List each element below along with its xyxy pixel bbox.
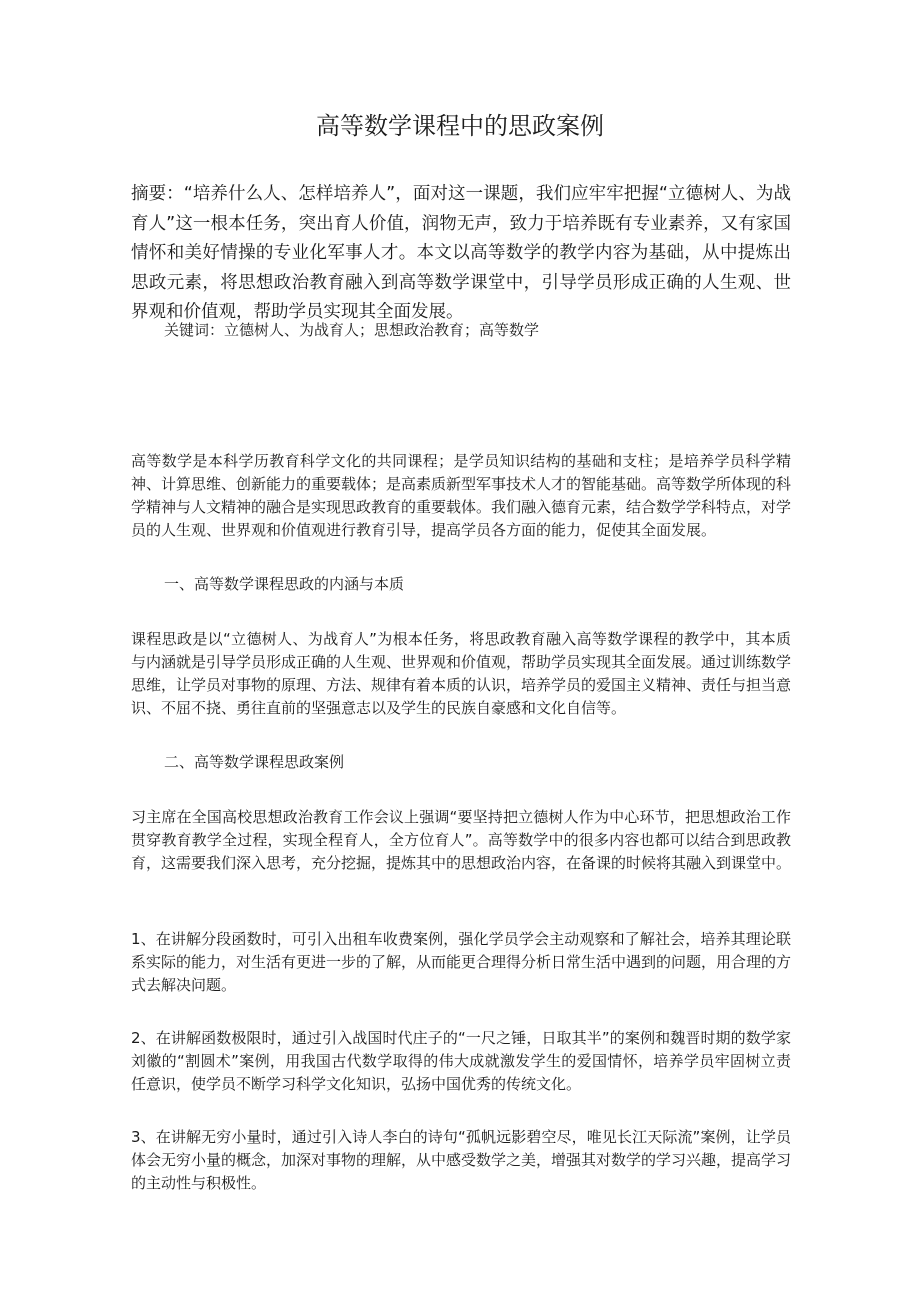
- case-item-3: 3、在讲解无穷小量时，通过引入诗人李白的诗句“孤帆远影碧空尽，唯见长江天际流”案例，让学员体会无穷小量的概念，加深对事物的理解，从中感受数学之美，增强其对数学的学习兴趣，提高学习的主动性与积极性。: [131, 1128, 792, 1192]
- section-heading-2: 二、高等数学课程思政案例: [164, 753, 345, 771]
- intro-paragraph: 高等数学是本科学历教育科学文化的共同课程；是学员知识结构的基础和支柱；是培养学员科学精神、计算思维、创新能力的重要载体；是高素质新型军事技术人才的智能基础。高等数学所体现的科学精神与人文精神的融合是实现思政教育的重要载体。我们融入德育元素，结合数学学科特点，对学员的人生观、世界观和价值观进行教育引导，提高学员各方面的能力，促使其全面发展。: [131, 452, 792, 539]
- case-item-1: 1、在讲解分段函数时，可引入出租车收费案例，强化学员学会主动观察和了解社会，培养其理论联系实际的能力，对生活有更进一步的了解，从而能更合理得分析日常生活中遇到的问题，用合理的方式去解决问题。: [131, 930, 792, 994]
- section-heading-1: 一、高等数学课程思政的内涵与本质: [164, 575, 405, 593]
- keywords-line: 关键词：立德树人、为战育人；思想政治教育；高等数学: [164, 321, 540, 339]
- abstract-paragraph: 摘要：“培养什么人、怎样培养人”，面对这一课题，我们应牢牢把握“立德树人、为战育人”这一根本任务，突出育人价值，润物无声，致力于培养既有专业素养，又有家国情怀和美好情操的专业化军事人才。本文以高等数学的教学内容为基础，从中提炼出思政元素，将思想政治教育融入到高等数学课堂中，引导学员形成正确的人生观、世界观和价值观，帮助学员实现其全面发展。: [131, 184, 791, 322]
- case-item-2: 2、在讲解函数极限时，通过引入战国时代庄子的“一尺之锤，日取其半”的案例和魏晋时期的数学家刘徽的“割圆术”案例，用我国古代数学取得的伟大成就激发学生的爱国情怀，培养学员牢固树立责任意识，使学员不断学习科学文化知识，弘扬中国优秀的传统文化。: [131, 1029, 791, 1093]
- section-2-intro-paragraph: 习主席在全国高校思想政治教育工作会议上强调“要坚持把立德树人作为中心环节，把思想政治工作贯穿教育教学全过程，实现全程育人，全方位育人”。高等数学中的很多内容也都可以结合到思政教育，这需要我们深入思考，充分挖掘，提炼其中的思想政治内容，在备课的时候将其融入到课堂中。: [131, 808, 792, 872]
- document-title: 高等数学课程中的思政案例: [316, 112, 604, 140]
- section-1-paragraph: 课程思政是以“立德树人、为战育人”为根本任务，将思政教育融入高等数学课程的教学中，其本质与内涵就是引导学员形成正确的人生观、世界观和价值观，帮助学员实现其全面发展。通过训练数学思维，让学员对事物的原理、方法、规律有着本质的认识，培养学员的爱国主义精神、责任与担当意识、不屈不挠、勇往直前的坚强意志以及学生的民族自豪感和文化自信等。: [131, 630, 792, 717]
